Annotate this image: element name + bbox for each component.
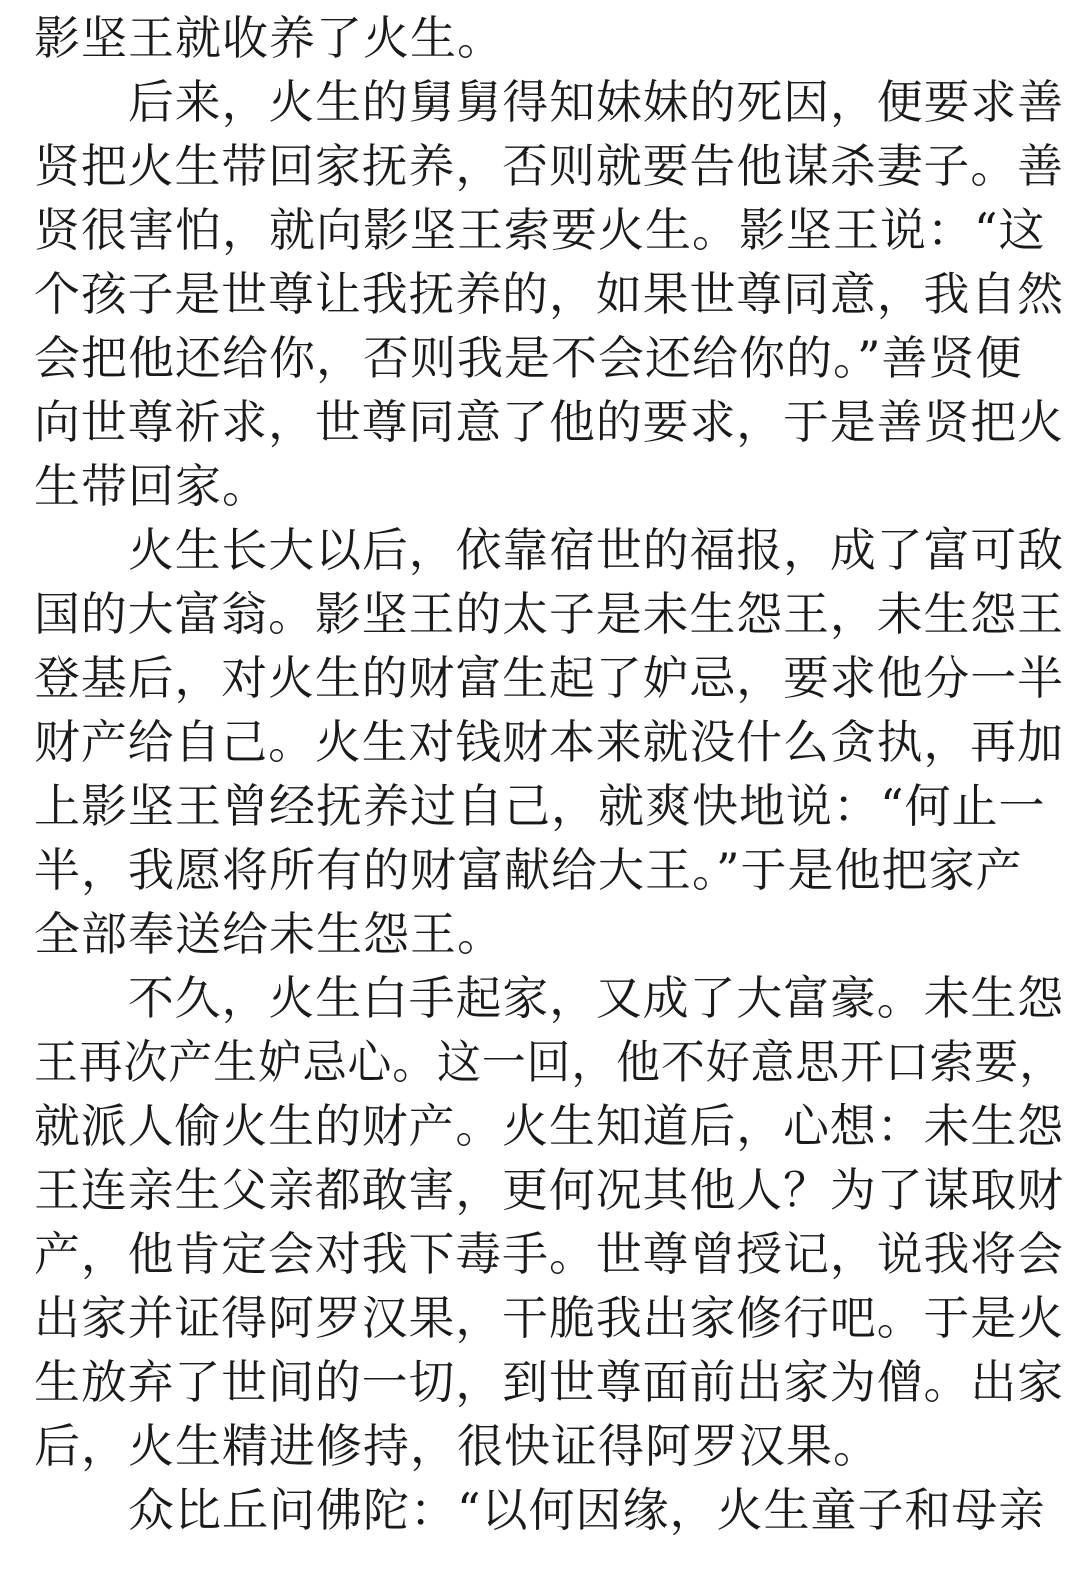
text-line: 王连亲生父亲都敢害，更何况其他人？为了谋取财 bbox=[34, 1163, 1064, 1217]
text-line: 贤把火生带回家抚养，否则就要告他谋杀妻子。善 bbox=[34, 139, 1064, 193]
text-line: 半，我愿将所有的财富献给大王。”于是他把家产 bbox=[34, 843, 1023, 897]
text-line: 生放弃了世间的一切，到世尊面前出家为僧。出家 bbox=[34, 1355, 1064, 1409]
text-line: 产，他肯定会对我下毒手。世尊曾授记，说我将会 bbox=[34, 1227, 1064, 1281]
document-page bbox=[34, 0, 1064, 1575]
text-line: 登基后，对火生的财富生起了妒忌，要求他分一半 bbox=[34, 651, 1064, 705]
paragraph-first-line: 众比丘问佛陀：“以何因缘，火生童子和母亲 bbox=[128, 1483, 1046, 1537]
paragraph-first-line: 不久，火生白手起家，又成了大富豪。未生怨 bbox=[128, 971, 1064, 1025]
text-line: 贤很害怕，就向影坚王索要火生。影坚王说：“这 bbox=[34, 203, 1046, 257]
text-line: 向世尊祈求，世尊同意了他的要求，于是善贤把火 bbox=[34, 395, 1064, 449]
text-line: 后，火生精进修持，很快证得阿罗汉果。 bbox=[34, 1419, 880, 1473]
text-line: 个孩子是世尊让我抚养的，如果世尊同意，我自然 bbox=[34, 267, 1064, 321]
text-line: 王再次产生妒忌心。这一回，他不好意思开口索要， bbox=[34, 1035, 1064, 1089]
text-line: 出家并证得阿罗汉果，干脆我出家修行吧。于是火 bbox=[34, 1291, 1064, 1345]
text-line: 全部奉送给未生怨王。 bbox=[34, 907, 504, 961]
text-line: 就派人偷火生的财产。火生知道后，心想：未生怨 bbox=[34, 1099, 1064, 1153]
text-line: 会把他还给你，否则我是不会还给你的。”善贤便 bbox=[34, 331, 1023, 385]
text-line: 上影坚王曾经抚养过自己，就爽快地说：“何止一 bbox=[34, 779, 1046, 833]
text-line: 影坚王就收养了火生。 bbox=[34, 11, 504, 65]
text-line: 生带回家。 bbox=[34, 459, 269, 513]
text-line: 财产给自己。火生对钱财本来就没什么贪执，再加 bbox=[34, 715, 1064, 769]
paragraph-first-line: 后来，火生的舅舅得知妹妹的死因，便要求善 bbox=[128, 75, 1064, 129]
text-line: 国的大富翁。影坚王的太子是未生怨王，未生怨王 bbox=[34, 587, 1064, 641]
paragraph-first-line: 火生长大以后，依靠宿世的福报，成了富可敌 bbox=[128, 523, 1064, 577]
